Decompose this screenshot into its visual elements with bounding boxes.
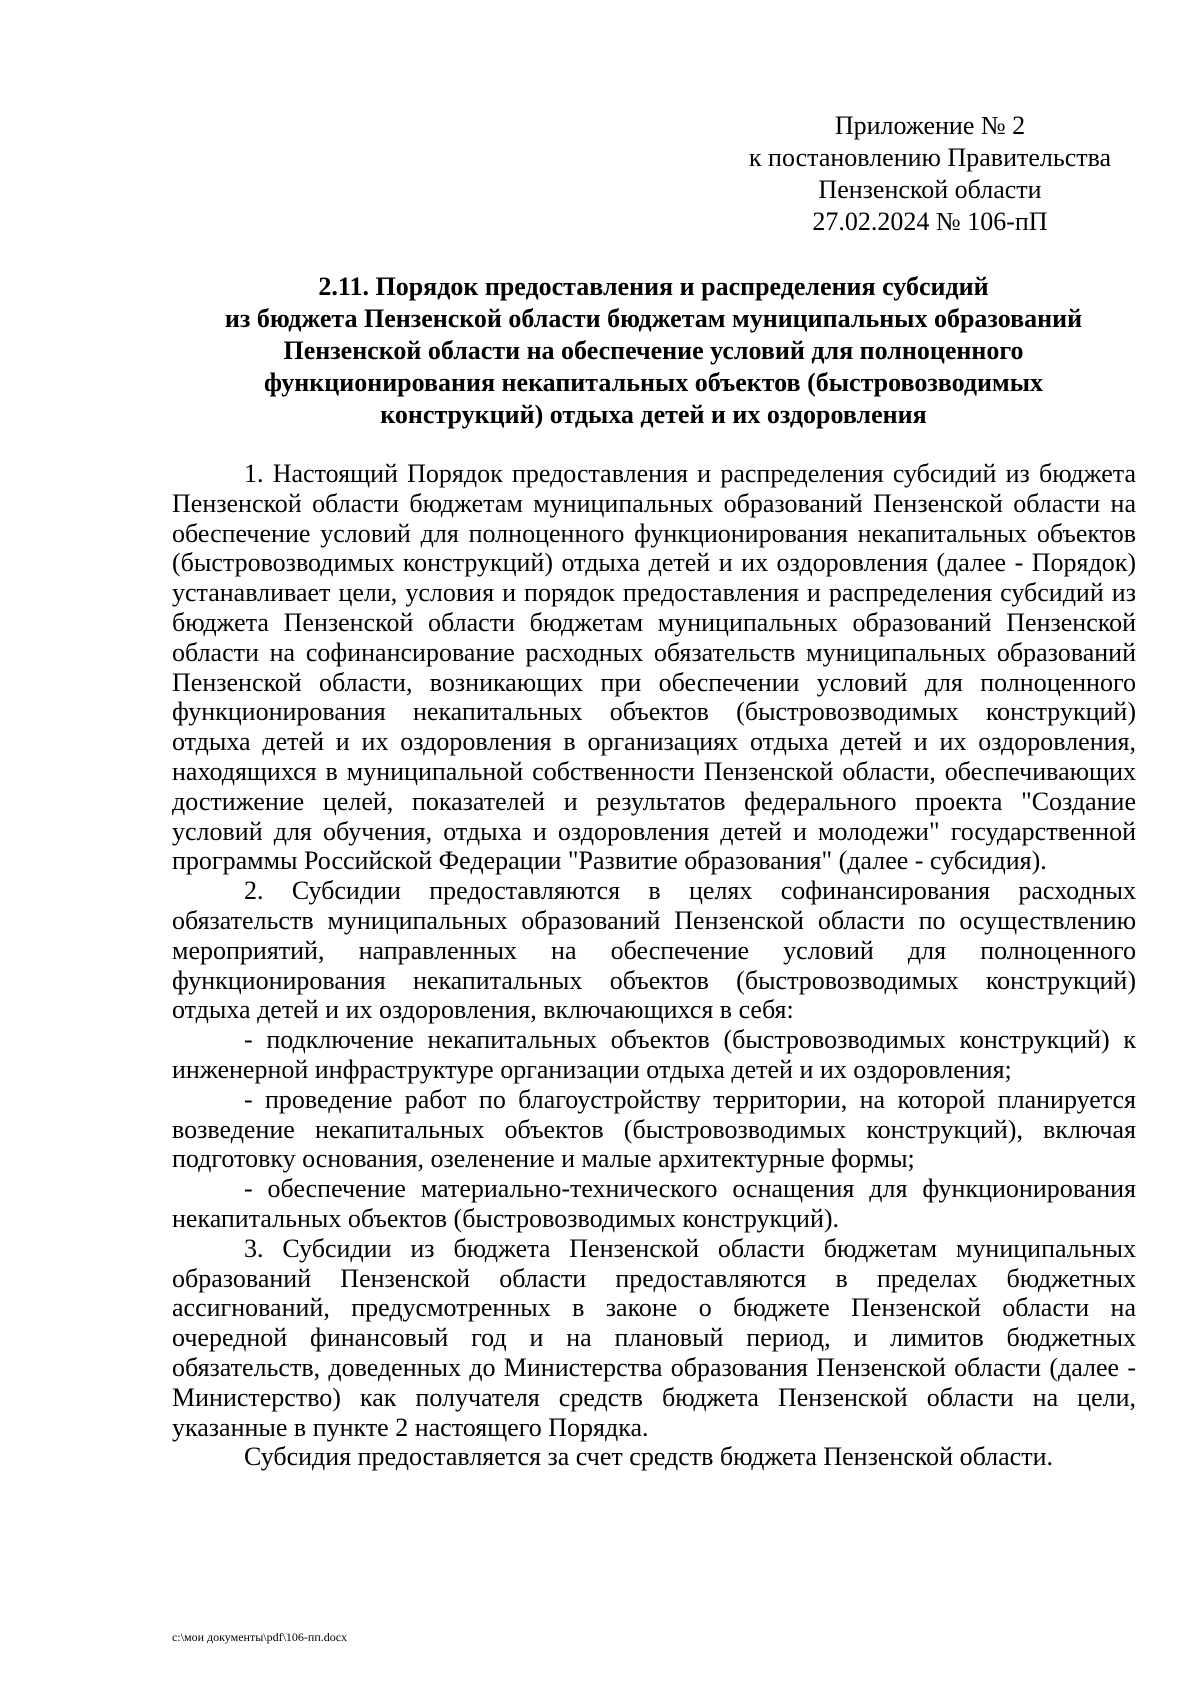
title-line: из бюджета Пензенской области бюджетам муниципальных образований (224, 304, 1083, 333)
footer-file-path: c:\мои документы\pdf\106-пп.docx (172, 1630, 348, 1644)
paragraph-3: 3. Субсидии из бюджета Пензенской области бюджетам муниципальных образований Пензенской области предоставляются в пределах бюджетных ассигнований, предусмотренных в законе о бюджете Пензенской области на очередной финансовый год и на плановый период, и лимитов бюджетных обязательств, доведенных до Министерства образования Пензенской области (далее - Министерство) как получателя средств бюджета Пензенской области на цели, указанные в пункте 2 настоящего Порядка. (172, 1233, 1136, 1442)
paragraph-funding-source: Субсидия предоставляется за счет средств бюджета Пензенской области. (244, 1442, 1053, 1472)
list-item-landscaping: - проведение работ по благоустройству территории, на которой планируется возведение некапитальных объектов (быстровозводимых конструкций), включая подготовку основания, озеленение и малые архитектурные формы; (172, 1084, 1136, 1174)
appendix-line: Приложение № 2 (834, 111, 1026, 140)
appendix-reference (740, 110, 1120, 238)
title-line: Пензенской области на обеспечение условий для полноценного (283, 336, 1024, 365)
document-title (170, 271, 1137, 431)
appendix-line: Пензенской области (818, 175, 1042, 204)
title-line: функционирования некапитальных объектов (быстровозводимых (263, 368, 1044, 397)
title-line: конструкций) отдыха детей и их оздоровления (380, 400, 927, 429)
list-item-connection: - подключение некапитальных объектов (быстровозводимых конструкций) к инженерной инфраструктуре организации отдыха детей и их оздоровления; (172, 1025, 1136, 1084)
appendix-date-number: 27.02.2024 № 106-пП (812, 207, 1048, 236)
document-body (172, 459, 1136, 1472)
appendix-line: к постановлению Правительства (748, 143, 1112, 172)
list-item-equipment: - обеспечение материально-технического оснащения для функционирования некапитальных объектов (быстровозводимых конструкций). (172, 1174, 1136, 1233)
title-line: 2.11. Порядок предоставления и распределения субсидий (318, 272, 989, 301)
paragraph-1: 1. Настоящий Порядок предоставления и распределения субсидий из бюджета Пензенской области бюджетам муниципальных образований Пензенской области на обеспечение условий для полноценного функционирования некапитальных объектов (быстровозводимых конструкций) отдыха детей и их оздоровления (далее - Порядок) устанавливает цели, условия и порядок предоставления и распределения субсидий из бюджета Пензенской области бюджетам муниципальных образований Пензенской области на софинансирование расходных обязательств муниципальных образований Пензенской области, возникающих при обеспечении условий для полноценного функционирования некапитальных объектов (быстровозводимых конструкций) отдыха детей и их оздоровления в организациях отдыха детей и их оздоровления, находящихся в муниципальной собственности Пензенской области, обеспечивающих достижение целей, показателей и результатов федерального проекта "Создание условий для обучения, отдыха и оздоровления детей и молодежи" государственной программы Российской Федерации "Развитие образования" (далее - субсидия). (172, 459, 1136, 876)
paragraph-2: 2. Субсидии предоставляются в целях софинансирования расходных обязательств муниципальных образований Пензенской области по осуществлению мероприятий, направленных на обеспечение условий для полноценного функционирования некапитальных объектов (быстровозводимых конструкций) отдыха детей и их оздоровления, включающихся в себя: (172, 876, 1136, 1025)
